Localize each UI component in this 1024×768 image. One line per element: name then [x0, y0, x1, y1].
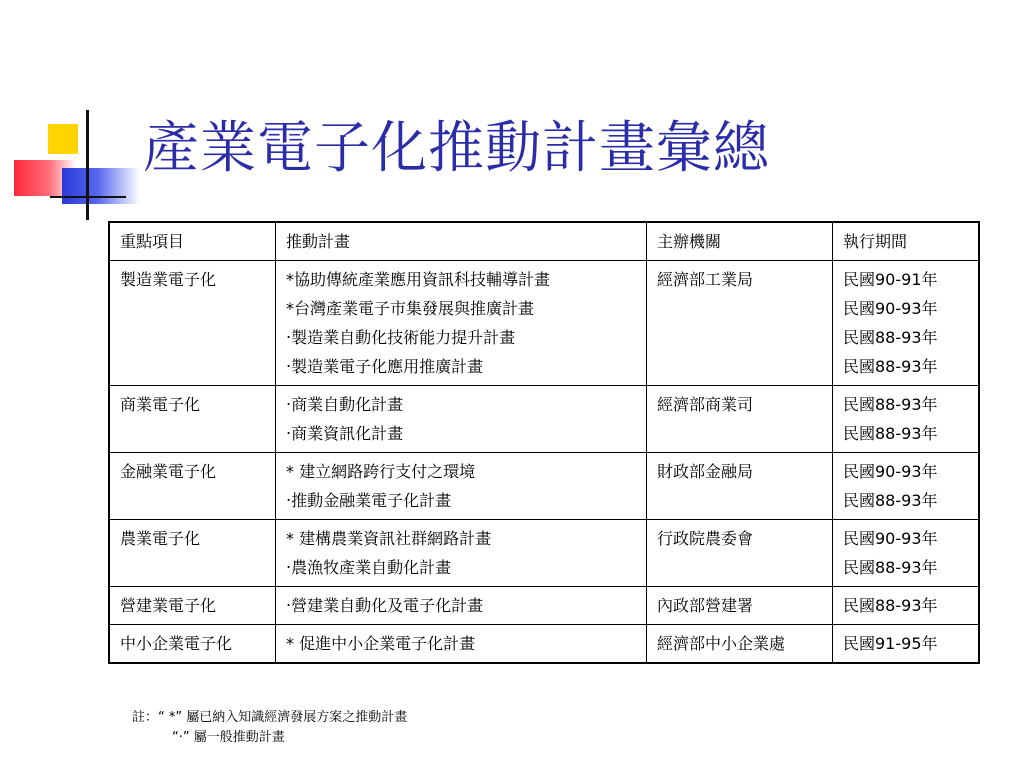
decorative-vertical-line	[86, 110, 89, 220]
table-header-row	[109, 222, 979, 261]
area-cell: 商業電子化	[109, 386, 276, 453]
decorative-blue-bar	[62, 168, 140, 204]
plan-item: ‧推動金融業電子化計畫	[286, 491, 452, 510]
footnote-line-2: “‧” 屬一般推動計畫	[172, 730, 285, 745]
plan-item: *協助傳統產業應用資訊科技輔導計畫	[286, 270, 551, 289]
plan-item: ‧商業自動化計畫	[286, 395, 404, 414]
plans-cell	[276, 587, 647, 625]
agency-cell: 財政部金融局	[647, 453, 833, 520]
plan-item: ‧製造業電子化應用推廣計畫	[286, 357, 484, 376]
table-row	[109, 587, 979, 625]
footnote	[132, 708, 407, 748]
plans-cell	[276, 520, 647, 587]
agency-cell: 經濟部商業司	[647, 386, 833, 453]
period-cell	[833, 587, 980, 625]
header-cell-area: 重點項目	[109, 222, 276, 261]
period-cell	[833, 520, 980, 587]
plan-item: * 建構農業資訊社群網路計畫	[286, 529, 492, 548]
plan-item: ‧商業資訊化計畫	[286, 424, 404, 443]
slide-title: 產業電子化推動計畫彙總	[143, 116, 770, 181]
period-item: 民國90-91年	[843, 270, 938, 289]
period-item: 民國90-93年	[843, 529, 938, 548]
period-item: 民國88-93年	[843, 558, 938, 577]
period-item: 民國91-95年	[843, 634, 938, 653]
table-body	[109, 261, 979, 664]
table-row	[109, 453, 979, 520]
area-cell: 製造業電子化	[109, 261, 276, 386]
table-row	[109, 520, 979, 587]
table-row	[109, 625, 979, 664]
period-item: 民國88-93年	[843, 491, 938, 510]
header-cell-plans: 推動計畫	[276, 222, 647, 261]
agency-cell: 內政部營建署	[647, 587, 833, 625]
header-cell-agency: 主辦機關	[647, 222, 833, 261]
period-item: 民國88-93年	[843, 596, 938, 615]
period-cell	[833, 453, 980, 520]
plan-item: ‧營建業自動化及電子化計畫	[286, 596, 484, 615]
period-cell	[833, 261, 980, 386]
header-cell-period: 執行期間	[833, 222, 980, 261]
plan-item: *台灣產業電子市集發展與推廣計畫	[286, 299, 535, 318]
plans-cell	[276, 625, 647, 664]
period-item: 民國88-93年	[843, 395, 938, 414]
decorative-horizontal-line	[50, 196, 126, 198]
agency-cell: 行政院農委會	[647, 520, 833, 587]
period-item: 民國88-93年	[843, 328, 938, 347]
period-item: 民國90-93年	[843, 462, 938, 481]
period-cell	[833, 386, 980, 453]
agency-cell: 經濟部工業局	[647, 261, 833, 386]
area-cell: 金融業電子化	[109, 453, 276, 520]
agency-cell: 經濟部中小企業處	[647, 625, 833, 664]
period-item: 民國88-93年	[843, 357, 938, 376]
area-cell: 中小企業電子化	[109, 625, 276, 664]
area-cell: 營建業電子化	[109, 587, 276, 625]
table-row	[109, 261, 979, 386]
plans-cell	[276, 453, 647, 520]
decorative-yellow-square	[48, 124, 78, 154]
period-item: 民國90-93年	[843, 299, 938, 318]
period-cell	[833, 625, 980, 664]
table-row	[109, 386, 979, 453]
plan-item: * 促進中小企業電子化計畫	[286, 634, 476, 653]
plan-item: ‧農漁牧產業自動化計畫	[286, 558, 452, 577]
area-cell: 農業電子化	[109, 520, 276, 587]
plans-cell	[276, 386, 647, 453]
plan-item: ‧製造業自動化技術能力提升計畫	[286, 328, 516, 347]
footnote-line-1: 註：“ *” 屬已納入知識經濟發展方案之推動計畫	[132, 710, 408, 725]
plans-cell	[276, 261, 647, 386]
period-item: 民國88-93年	[843, 424, 938, 443]
plan-item: * 建立網路跨行支付之環境	[286, 462, 476, 481]
plan-summary-table	[108, 221, 980, 664]
